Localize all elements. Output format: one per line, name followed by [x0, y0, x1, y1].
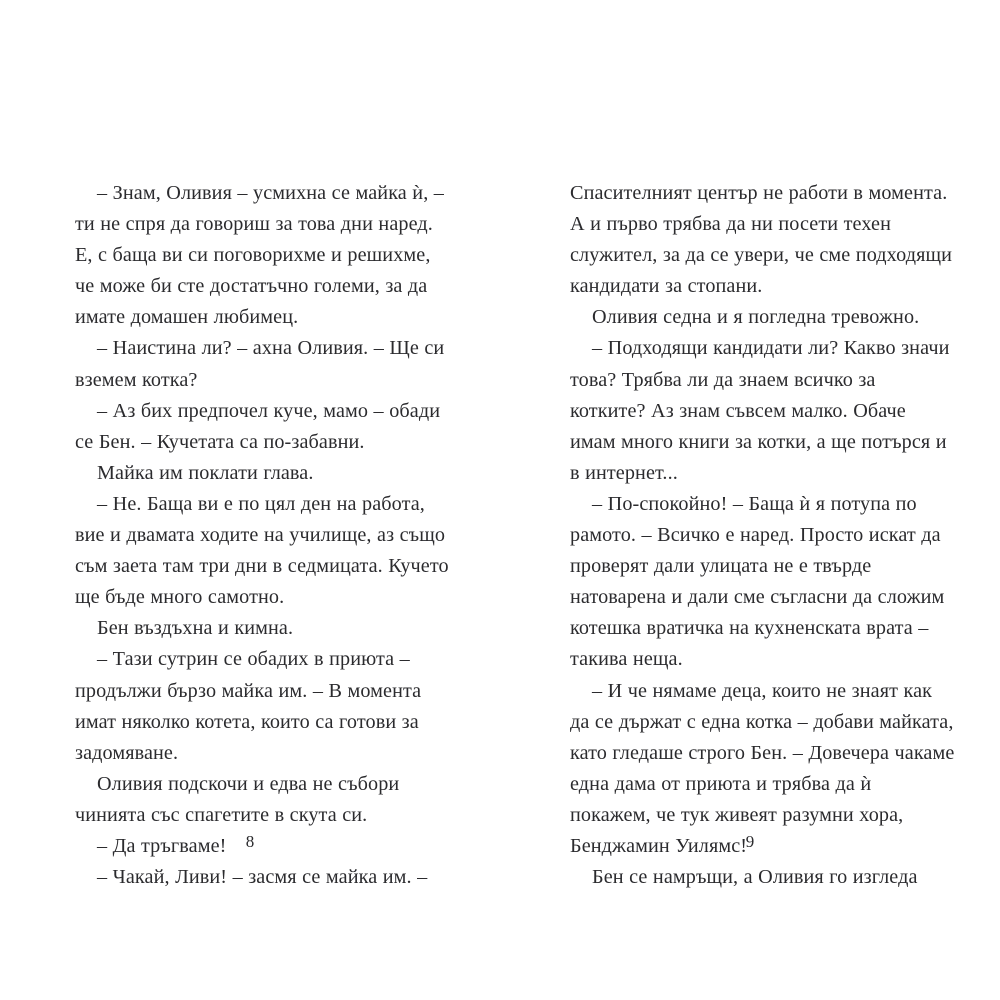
page-right-text-block — [570, 178, 955, 893]
paragraph: Бен въздъхна и кимна. — [97, 617, 294, 640]
paragraph: Оливия седна и я погледна тревожно. — [592, 306, 920, 329]
paragraph: – Тази сутрин се обадих в приюта – продължи бързо майка им. – В момента имат няколко котета, които са готови за задомяване. — [75, 648, 422, 764]
paragraph: – Да тръгваме! — [97, 834, 227, 857]
paragraph: – Наистина ли? – ахна Оливия. – Ще си вземем котка? — [75, 337, 445, 391]
page-number-right: 9 — [745, 832, 755, 851]
page-left-text-block — [75, 178, 455, 893]
paragraph: – Не. Баща ви е по цял ден на работа, вие и двамата ходите на училище, аз също съм заета там три дни в седмицата. Кучето ще бъде много самотно. — [75, 492, 449, 609]
paragraph: – Знам, Оливия – усмихна се майка ѝ, – ти не спря да говориш за това дни наред. Е, с баща ви си поговорихме и решихме, че може би сте достатъчно големи, за да имате домашен любимец. — [75, 182, 445, 329]
page-right — [500, 0, 1000, 1000]
paragraph: – Подходящи кандидати ли? Какво значи това? Трябва ли да знаем всичко за котките? Аз знам съвсем малко. Обаче имам много книги за котки, а ще потърся и в интернет... — [570, 337, 950, 484]
paragraph: – И че нямаме деца, които не знаят как да се държат с една котка – добави майката, като гледаше строго Бен. – Довечера чакаме една дама от приюта и трябва да ѝ покажем, че тук живеят разумни хора, Бенджамин Уилямс! — [570, 679, 955, 857]
paragraph: – Чакай, Ливи! – засмя се майка им. – — [97, 866, 428, 889]
paragraph: – Аз бих предпочел куче, мамо – обади се Бен. – Кучетата са по-забавни. — [75, 399, 441, 453]
paragraph: Майка им поклати глава. — [97, 461, 314, 484]
paragraph: Спасителният център не работи в момента. А и първо трябва да ни посети техен служител, за да се увери, че сме подходящи кандидати за стопани. — [570, 182, 953, 298]
page-number-left: 8 — [245, 832, 255, 851]
paragraph: Оливия подскочи и едва не събори чинията със спагетите в скута си. — [75, 772, 400, 826]
paragraph: – По-спокойно! – Баща ѝ я потупа по рамото. – Всичко е наред. Просто искат да проверят дали улицата не е твърде натоварена и дали сме съгласни да сложим котешка вратичка на кухненската врата – такива неща. — [570, 492, 945, 671]
paragraph: Бен се намръщи, а Оливия го изгледа — [592, 866, 918, 889]
